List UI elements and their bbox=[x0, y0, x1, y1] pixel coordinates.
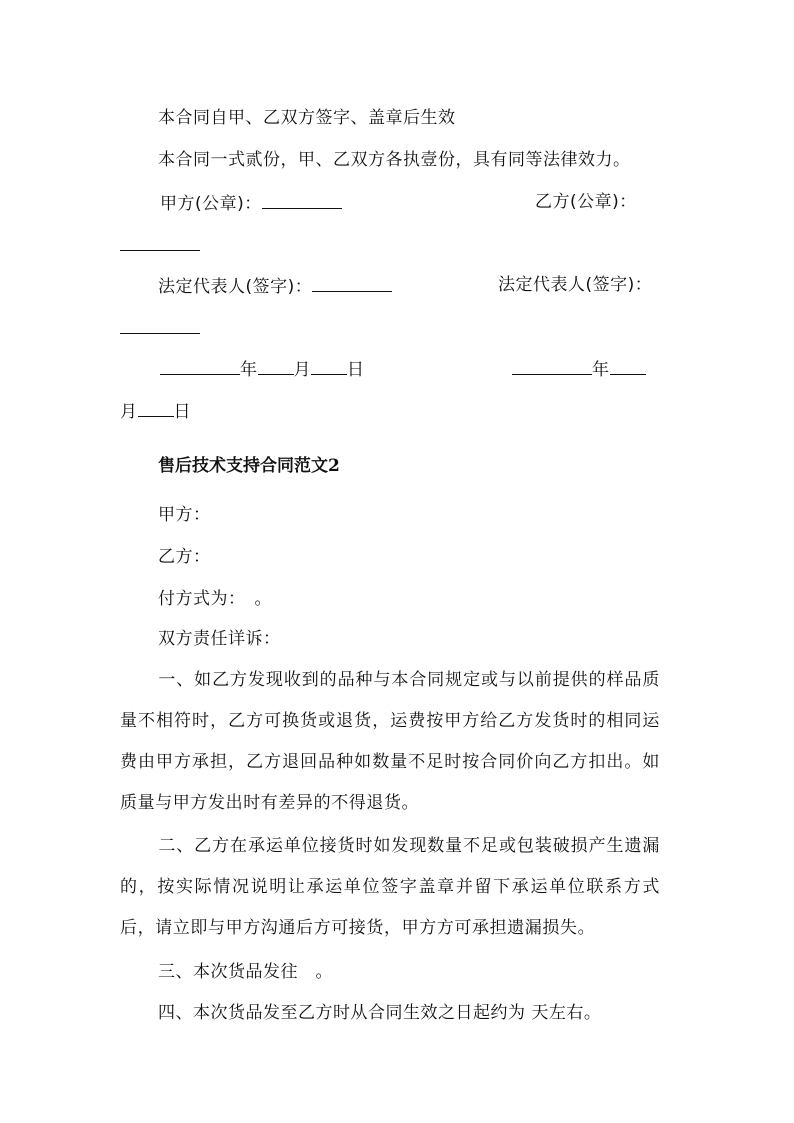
party-b-year-char: 年 bbox=[592, 360, 610, 380]
party-a-rep-blank bbox=[312, 273, 392, 292]
party-b-rep-blank bbox=[120, 315, 200, 334]
party-a-seal-row bbox=[160, 190, 342, 216]
party-b-rep-label: 法定代表人(签字)： bbox=[498, 275, 653, 295]
copies-clause: 本合同一式贰份，甲、乙双方各执壹份，具有同等法律效力。 bbox=[158, 150, 631, 170]
clause-3: 三、本次货品发往 。 bbox=[158, 962, 333, 982]
party-a-month-blank bbox=[258, 356, 294, 375]
clause-2-text: 二、乙方在承运单位接货时如发现数量不足或包装破损产生遗漏的，按实际情况说明让承运单位签字盖章并留下承运单位联系方式后，请立即与甲方沟通后方可接货，甲方方可承担遗漏损失。 bbox=[120, 836, 660, 938]
party-b-year-blank bbox=[512, 356, 592, 375]
party-b-seal-row bbox=[120, 232, 200, 258]
clause-4: 四、本次货品发至乙方时从合同生效之日起约为 天左右。 bbox=[158, 1003, 602, 1023]
party-b-day-blank bbox=[138, 398, 174, 417]
party-a-seal-label: 甲方(公章)： bbox=[160, 194, 262, 214]
party-a-year-blank bbox=[160, 356, 240, 375]
party-b-seal-blank bbox=[120, 232, 200, 251]
party-a-seal-blank bbox=[262, 190, 342, 209]
party-a-day-blank bbox=[311, 356, 347, 375]
party-b-rep-row bbox=[120, 315, 200, 341]
party-b-day-char: 日 bbox=[173, 402, 191, 422]
section-title: 售后技术支持合同范文2 bbox=[158, 456, 340, 476]
clause-2 bbox=[120, 826, 660, 949]
party-b-seal-label: 乙方(公章)： bbox=[535, 192, 637, 212]
party-a-date-row bbox=[160, 356, 365, 382]
effective-clause: 本合同自甲、乙双方签字、盖章后生效 bbox=[158, 108, 456, 128]
party-a-rep-label: 法定代表人(签字)： bbox=[158, 277, 313, 297]
party-b-month-char: 月 bbox=[120, 402, 138, 422]
party-a-year-char: 年 bbox=[240, 360, 258, 380]
duties-heading: 双方责任详诉： bbox=[158, 629, 281, 649]
payment-method-line: 付方式为： 。 bbox=[158, 589, 272, 609]
party-b-date-row-cont bbox=[120, 398, 191, 424]
party-a-label: 甲方： bbox=[158, 505, 211, 525]
party-b-label: 乙方： bbox=[158, 547, 211, 567]
clause-1 bbox=[120, 660, 660, 824]
party-a-day-char: 日 bbox=[347, 360, 365, 380]
party-b-date-row bbox=[512, 356, 646, 382]
party-a-month-char: 月 bbox=[293, 360, 311, 380]
clause-1-text: 一、如乙方发现收到的品种与本合同规定或与以前提供的样品质量不相符时，乙方可换货或退货，运费按甲方给乙方发货时的相同运费由甲方承担，乙方退回品种如数量不足时按合同价向乙方扣出。如质量与甲方发出时有差异的不得退货。 bbox=[120, 670, 660, 813]
party-b-month-blank-1 bbox=[610, 356, 646, 375]
party-a-rep-row bbox=[158, 273, 392, 299]
